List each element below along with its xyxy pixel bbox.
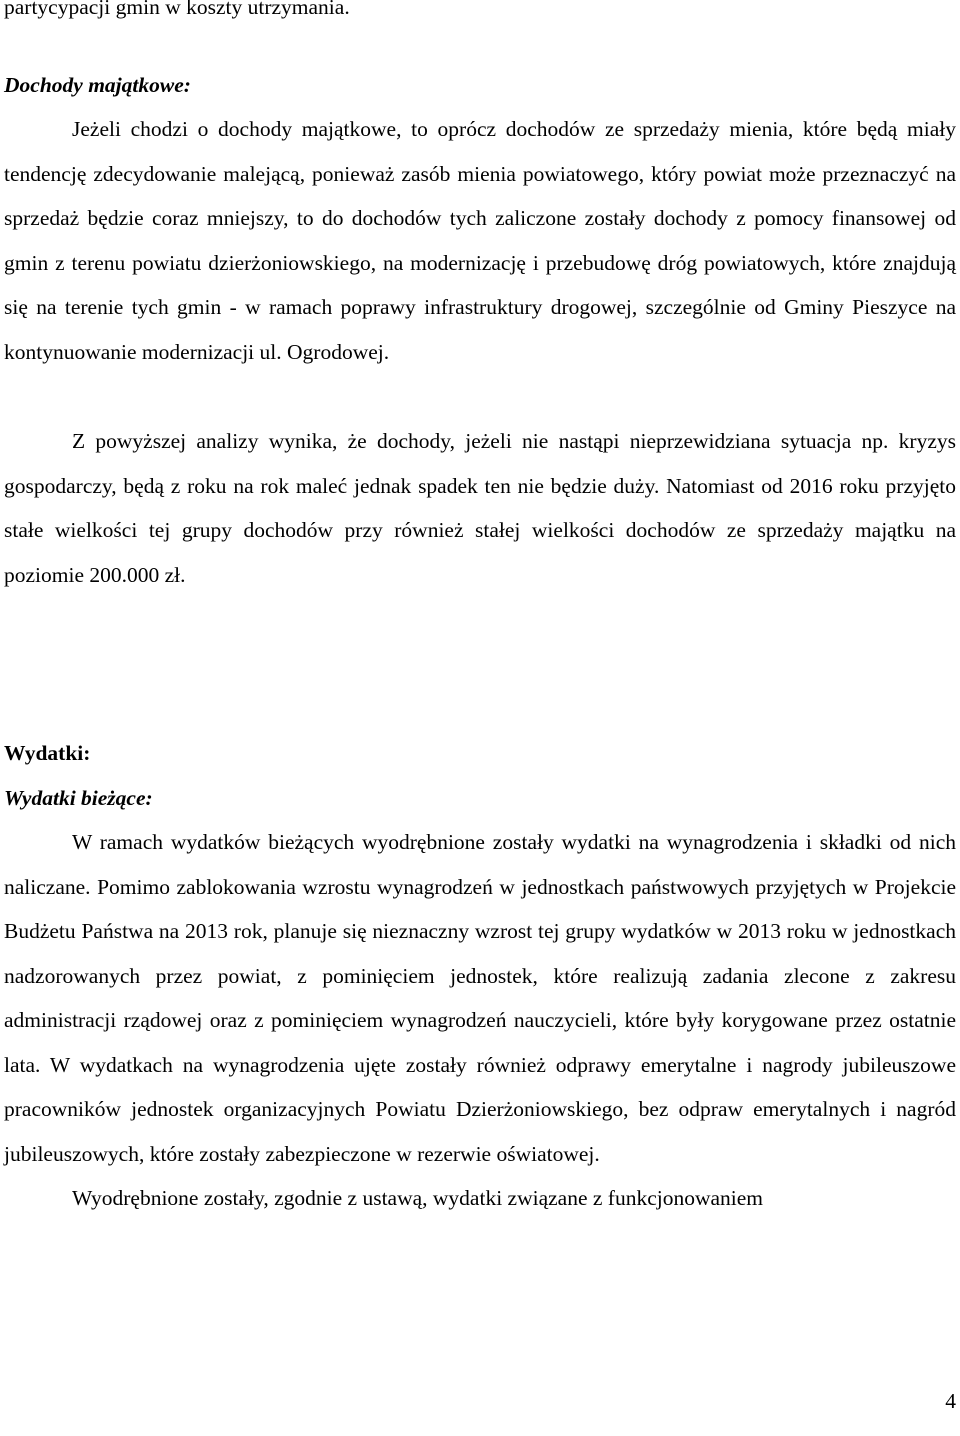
section-heading-expenditures: Wydatki: — [4, 741, 91, 765]
document-page — [4, 0, 956, 1221]
paragraph-expenditures-2: Wyodrębnione zostały, zgodnie z ustawą, wydatki związane z funkcjonowaniem — [72, 1186, 764, 1210]
paragraph-property-income-1: Jeżeli chodzi o dochody majątkowe, to oprócz dochodów ze sprzedaży mienia, które będą miały tendencję zdecydowanie malejącą, ponieważ zasób mienia powiatowego, który powiat może przeznaczyć na sprzedaż będzie coraz mniejszy, to do dochodów tych zaliczone zostały dochody z pomocy finansowej od gmin z terenu powiatu dzierżoniowskiego, na modernizację i przebudowę dróg powiatowych, które znajdują się na terenie tych gmin - w ramach poprawy infrastruktury drogowej, szczególnie od Gminy Pieszyce na kontynuowanie modernizacji ul. Ogrodowej. — [4, 117, 956, 364]
subheading-current-expenditures: Wydatki bieżące: — [4, 785, 153, 810]
page-number: 4 — [945, 1389, 956, 1413]
paragraph-expenditures-1: W ramach wydatków bieżących wyodrębnione zostały wydatki na wynagrodzenia i składki od nich naliczane. Pomimo zablokowania wzrostu wynagrodzeń w jednostkach państwowych przyjętych w Projekcie Budżetu Państwa na 2013 rok, planuje się nieznaczny wzrost tej grupy wydatków w 2013 roku w jednostkach nadzorowanych przez powiat, z pominięciem jednostek, które realizują zadania zlecone z zakresu administracji rządowej oraz z pominięciem wynagrodzeń nauczycieli, które były korygowane przez ostatnie lata. W wydatkach na wynagrodzenia ujęte zostały również odprawy emerytalne i nagrody jubileuszowe pracowników jednostek organizacyjnych Powiatu Dzierżoniowskiego, bez odpraw emerytalnych i nagród jubileuszowych, które zostały zabezpieczone w rezerwie oświatowej. — [4, 830, 956, 1166]
section-heading-property-income: Dochody majątkowe: — [4, 72, 191, 97]
paragraph-property-income-2: Z powyższej analizy wynika, że dochody, jeżeli nie nastąpi nieprzewidziana sytuacja np. kryzys gospodarczy, będą z roku na rok maleć jednak spadek ten nie będzie duży. Natomiast od 2016 roku przyjęto stałe wielkości tej grupy dochodów przy również stałej wielkości dochodów ze sprzedaży majątku na poziomie 200.000 zł. — [4, 429, 956, 587]
continuation-text: partycypacji gmin w koszty utrzymania. — [4, 0, 350, 19]
